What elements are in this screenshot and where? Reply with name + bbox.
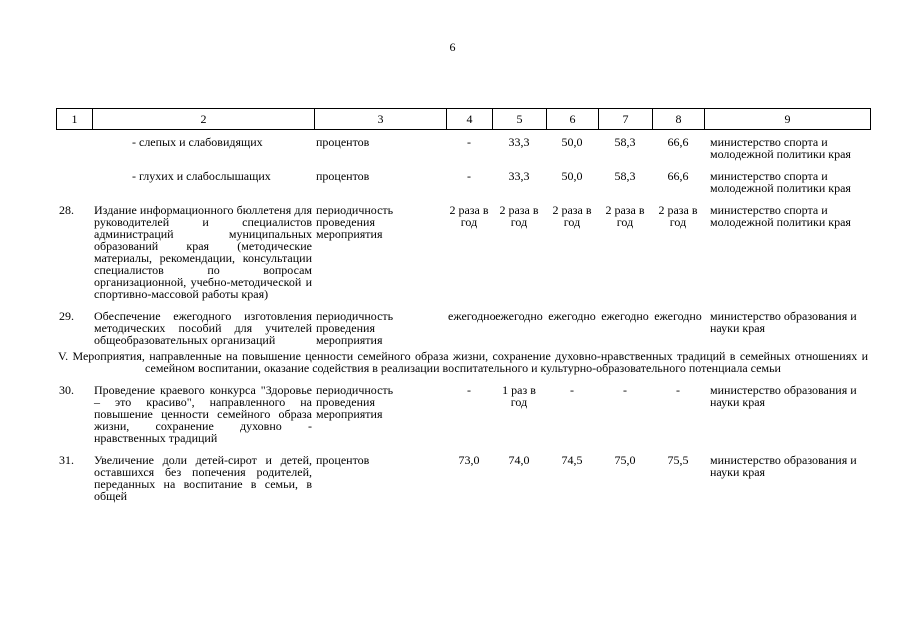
row-value-col8: 2 раза в год — [658, 203, 698, 229]
header-col-5: 5 — [493, 109, 547, 130]
header-col-6: 6 — [547, 109, 599, 130]
table-body-part1 — [56, 136, 870, 346]
row-executor: министерство образования и науки края — [710, 309, 857, 335]
row-number: 30. — [59, 383, 74, 397]
row-value-col6: 2 раза в год — [552, 203, 592, 229]
row-value-col4: - — [467, 169, 471, 183]
header-col-2: 2 — [93, 109, 315, 130]
row-value-col5: 2 раза в год — [499, 203, 539, 229]
row-executor: министерство спорта и молодежной политики края — [710, 203, 851, 229]
table-row — [56, 136, 870, 160]
header-col-7: 7 — [599, 109, 653, 130]
row-unit: периодичность проведения мероприятия — [316, 309, 394, 347]
header-col-4: 4 — [447, 109, 493, 130]
row-value-col7: 2 раза в год — [605, 203, 645, 229]
row-value-col7: 58,3 — [614, 169, 636, 183]
row-value-col4: ежегодно — [448, 309, 496, 323]
table-row — [56, 170, 870, 194]
row-value-col7: ежегодно — [601, 309, 649, 323]
header-col-8: 8 — [653, 109, 705, 130]
row-value-col6: ежегодно — [548, 309, 596, 323]
row-value-col5: 1 раз в год — [502, 383, 536, 409]
row-value-col5: 74,0 — [508, 453, 530, 467]
row-name: Издание информационного бюллетеня для руководителей и специалистов администраций муниципальных образований края (методические материалы, рекомендации, консультации специалистов по вопросам организационной, учебно-методической и спортивно-массовой работы края) — [94, 203, 312, 301]
row-value-col6: 74,5 — [561, 453, 583, 467]
row-value-col5: 33,3 — [508, 169, 530, 183]
document-table — [56, 108, 870, 502]
row-value-col4: - — [467, 383, 471, 397]
row-value-col8: - — [676, 383, 680, 397]
row-number: 28. — [59, 203, 74, 217]
row-executor: министерство образования и науки края — [710, 383, 857, 409]
row-unit: процентов — [316, 135, 370, 149]
row-name: Проведение краевого конкурса "Здоровье – это красиво", направленного на повышение ценности семейного образа жизни, сохранение духовно - нравственных традиций — [94, 383, 312, 445]
row-executor: министерство спорта и молодежной политики края — [710, 169, 851, 195]
row-unit: периодичность проведения мероприятия — [316, 203, 394, 241]
row-number: 31. — [59, 453, 74, 467]
row-number: 29. — [59, 309, 74, 323]
row-value-col8: 66,6 — [667, 135, 689, 149]
row-value-col7: - — [623, 383, 627, 397]
table-row — [56, 384, 870, 444]
table-header — [56, 108, 871, 130]
header-col-3: 3 — [315, 109, 447, 130]
row-value-col4: - — [467, 135, 471, 149]
row-value-col6: - — [570, 383, 574, 397]
row-value-col6: 50,0 — [561, 169, 583, 183]
table-row — [56, 204, 870, 300]
row-value-col5: ежегодно — [495, 309, 543, 323]
row-value-col4: 73,0 — [458, 453, 480, 467]
row-name: Увеличение доли детей-сирот и детей, оставшихся без попечения родителей, переданных на воспитание в семьи, в общей — [94, 453, 312, 503]
row-executor: министерство образования и науки края — [710, 453, 857, 479]
row-value-col5: 33,3 — [508, 135, 530, 149]
row-name: - слепых и слабовидящих — [132, 135, 263, 149]
table-body-part2 — [56, 384, 870, 502]
header-col-9: 9 — [705, 109, 871, 130]
row-number — [56, 170, 92, 194]
row-value-col7: 58,3 — [614, 135, 636, 149]
row-name: Обеспечение ежегодного изготовления методических пособий для учителей общеобразовательных организаций — [94, 309, 312, 347]
row-value-col8: ежегодно — [654, 309, 702, 323]
header-col-1: 1 — [57, 109, 93, 130]
row-value-col8: 66,6 — [667, 169, 689, 183]
row-value-col4: 2 раза в год — [449, 203, 489, 229]
row-value-col6: 50,0 — [561, 135, 583, 149]
row-unit: процентов — [316, 169, 370, 183]
row-name: - глухих и слабослышащих — [132, 169, 271, 183]
section-title: V. Мероприятия, направленные на повышение ценности семейного образа жизни, сохранение духовно-нравственных традиций в семейных отношениях и семейном воспитании, оказание содействия в реализации воспитательного и культурно-образовательного потенциала семьи — [58, 349, 868, 375]
row-value-col7: 75,0 — [614, 453, 636, 467]
row-unit: периодичность проведения мероприятия — [316, 383, 394, 421]
row-unit: процентов — [316, 453, 370, 467]
table-row — [56, 310, 870, 346]
table-row — [56, 454, 870, 502]
row-executor: министерство спорта и молодежной политики края — [710, 135, 851, 161]
page-number: 6 — [449, 40, 456, 54]
row-number — [56, 136, 92, 160]
row-value-col8: 75,5 — [667, 453, 689, 467]
